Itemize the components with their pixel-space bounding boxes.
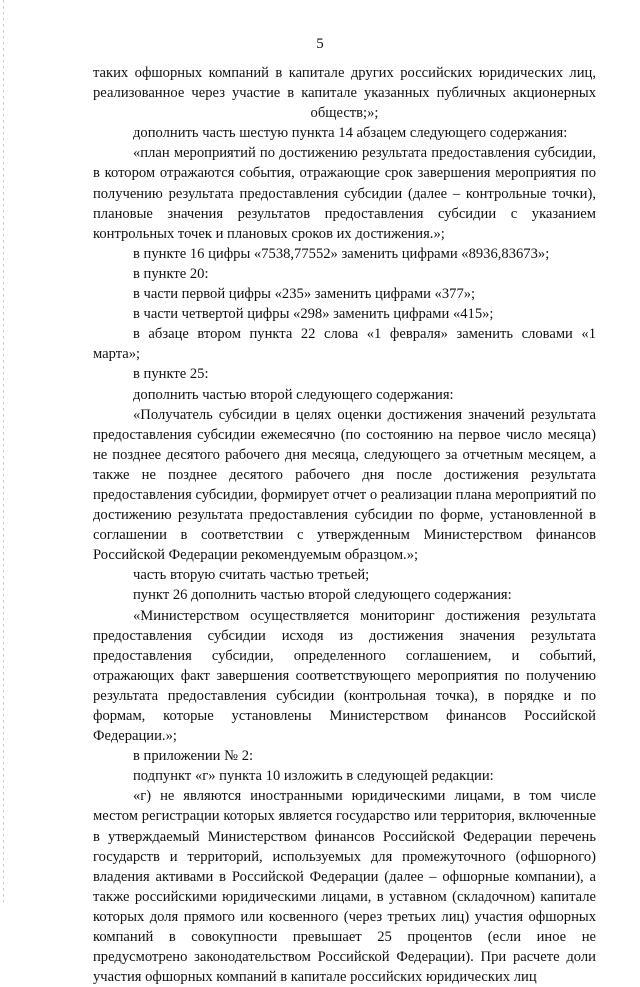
- scan-edge-dots: [3, 0, 4, 905]
- paragraph: в пункте 25:: [133, 366, 209, 383]
- paragraph: пункт 26 дополнить частью второй следующего содержания:: [133, 587, 512, 604]
- paragraph: часть вторую считать частью третьей;: [133, 567, 370, 584]
- paragraph: «г) не являются иностранными юридическими лицами, в том числе местом регистрации которых является государство или территория, включенные в утверждаемый Министерством финансов Российской Федерации перечень государств и территорий, используемых для промежуточного (офшорного) владения активами в Российской Федерации (далее – офшорные компании), а также российскими юридическими лицами, в уставном (складочном) капитале которых доля прямого или косвенного (через третьих лиц) участия офшорных компаний в совокупности превышает 25 процентов (если иное не предусмотрено законодательством Российской Федерации). При расчете доли участия офшорных компаний в капитале российских юридических лиц: [93, 788, 596, 986]
- paragraph: в приложении № 2:: [133, 748, 254, 765]
- paragraph: дополнить часть шестую пункта 14 абзацем следующего содержания:: [133, 125, 568, 142]
- paragraph: подпункт «г» пункта 10 изложить в следующей редакции:: [133, 768, 494, 785]
- paragraph: «план мероприятий по достижению результата предоставления субсидии, в котором отражаются события, отражающие срок завершения мероприятия по получению результата предоставления субсидии (далее – контрольные точки), плановые значения результатов предоставления субсидии с указанием контрольных точек и плановых сроков их достижения.»;: [93, 145, 596, 242]
- paragraph: в части первой цифры «235» заменить цифрами «377»;: [133, 286, 476, 303]
- paragraph: в части четвертой цифры «298» заменить цифрами «415»;: [133, 306, 494, 323]
- paragraph: «Министерством осуществляется мониторинг достижения результата предоставления субсидии исходя из достижения значения результата предоставления субсидии, определенного соглашением, и событий, отражающих факт завершения соответствующего мероприятия по получению результата предоставления субсидии (контрольная точка), в порядке и по формам, которые установлены Министерством финансов Российской Федерации.»;: [93, 607, 596, 745]
- paragraph: в пункте 20:: [133, 265, 209, 282]
- paragraph-continuation: таких офшорных компаний в капитале других российских юридических лиц, реализованное через участие в капитале указанных публичных акционерных обществ;»;: [93, 65, 596, 122]
- paragraph: в абзаце втором пункта 22 слова «1 февраля» заменить словами «1 марта»;: [93, 326, 596, 363]
- paragraph: дополнить частью второй следующего содержания:: [133, 386, 454, 403]
- document-body: [93, 63, 596, 987]
- paragraph: «Получатель субсидии в целях оценки достижения значений результата предоставления субсидии ежемесячно (по состоянию на первое число месяца) не позднее десятого рабочего дня месяца, следующего за отчетным месяцем, а также не позднее десятого рабочего дня после достижения результата предоставления субсидии, формирует отчет о реализации плана мероприятий по достижению результата предоставления субсидии по форме, установленной в соглашении в соответствии с утвержденным Министерством финансов Российской Федерации рекомендуемым образцом.»;: [93, 406, 596, 564]
- paragraph: в пункте 16 цифры «7538,77552» заменить цифрами «8936,83673»;: [133, 245, 550, 262]
- page-number: 5: [316, 36, 324, 52]
